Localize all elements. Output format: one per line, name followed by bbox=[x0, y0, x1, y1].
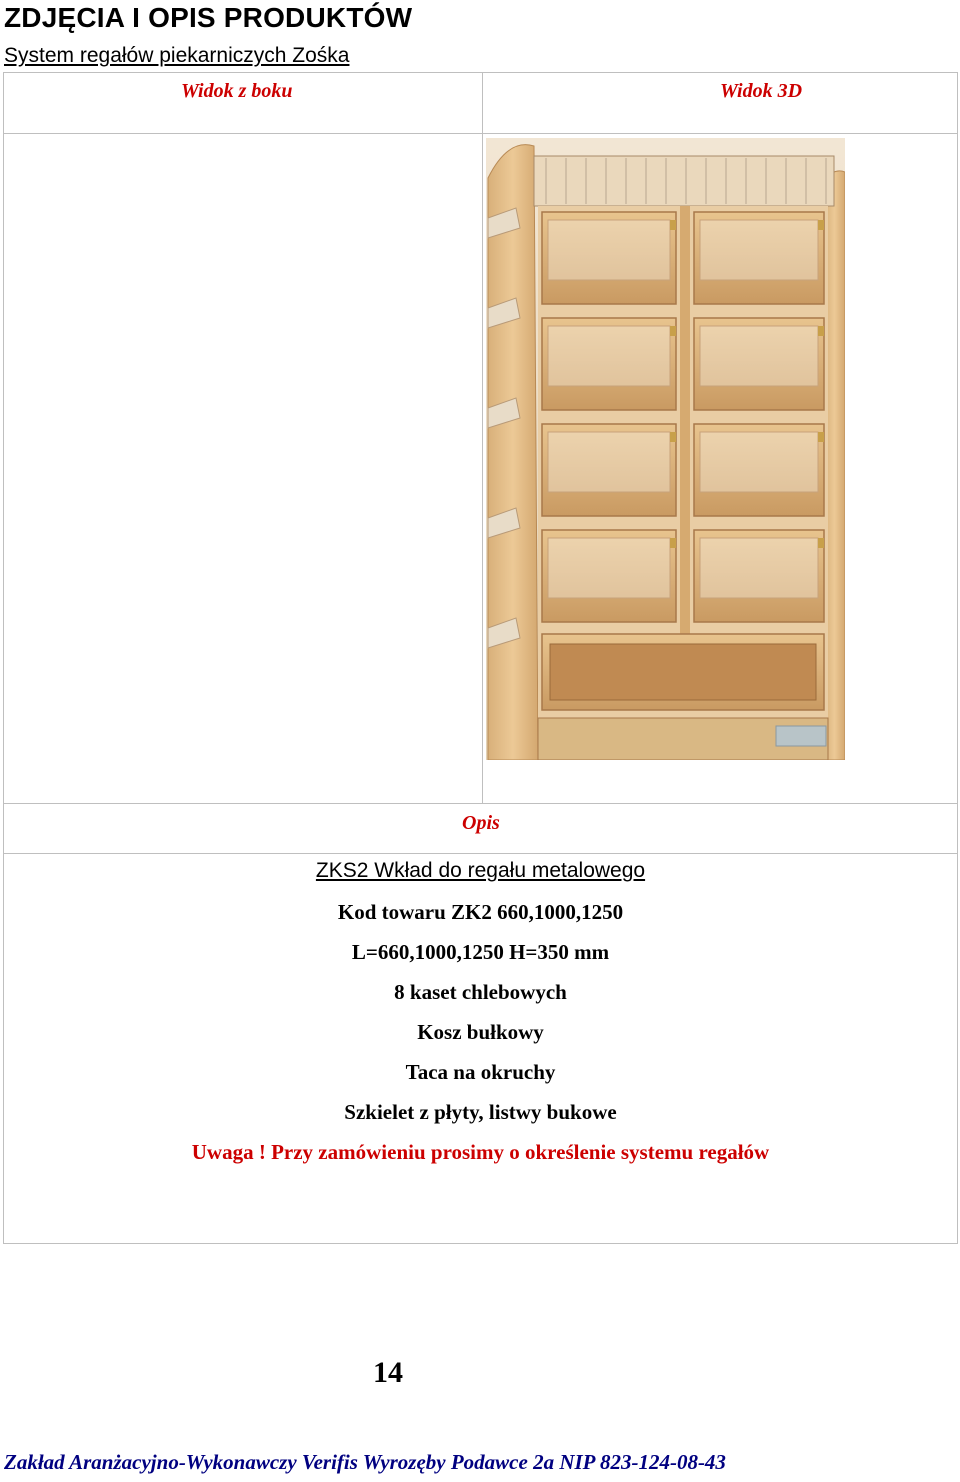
description-label: Opis bbox=[462, 812, 500, 834]
order-note: Uwaga ! Przy zamówieniu prosimy o określenie systemu regałów bbox=[191, 1140, 770, 1164]
bakery-shelf-photo bbox=[486, 138, 845, 760]
product-name: ZKS2 Wkład do regału metalowego bbox=[315, 859, 646, 882]
product-feature-tray: Taca na okruchy bbox=[405, 1060, 556, 1084]
side-view-label: Widok z boku bbox=[181, 80, 293, 102]
page-subtitle: System regałów piekarniczych Zośka bbox=[4, 44, 350, 67]
product-code: Kod towaru ZK2 660,1000,1250 bbox=[337, 900, 624, 924]
row-divider-desc-header bbox=[4, 853, 957, 854]
row-divider-images bbox=[4, 803, 957, 804]
product-dimensions: L=660,1000,1250 H=350 mm bbox=[351, 940, 610, 964]
product-feature-bread: 8 kaset chlebowych bbox=[394, 980, 567, 1004]
product-feature-basket: Kosz bułkowy bbox=[417, 1020, 544, 1044]
view-3d-label: Widok 3D bbox=[720, 80, 803, 102]
page-title: ZDJĘCIA I OPIS PRODUKTÓW bbox=[4, 2, 413, 33]
footer-company: Zakład Aranżacyjno-Wykonawczy Verifis Wyrozęby Podawce 2a NIP 823-124-08-43 bbox=[4, 1450, 726, 1474]
product-feature-frame: Szkielet z płyty, listwy bukowe bbox=[344, 1100, 617, 1124]
page-number: 14 bbox=[373, 1356, 403, 1389]
row-divider-header bbox=[4, 133, 957, 134]
column-divider bbox=[482, 73, 483, 803]
